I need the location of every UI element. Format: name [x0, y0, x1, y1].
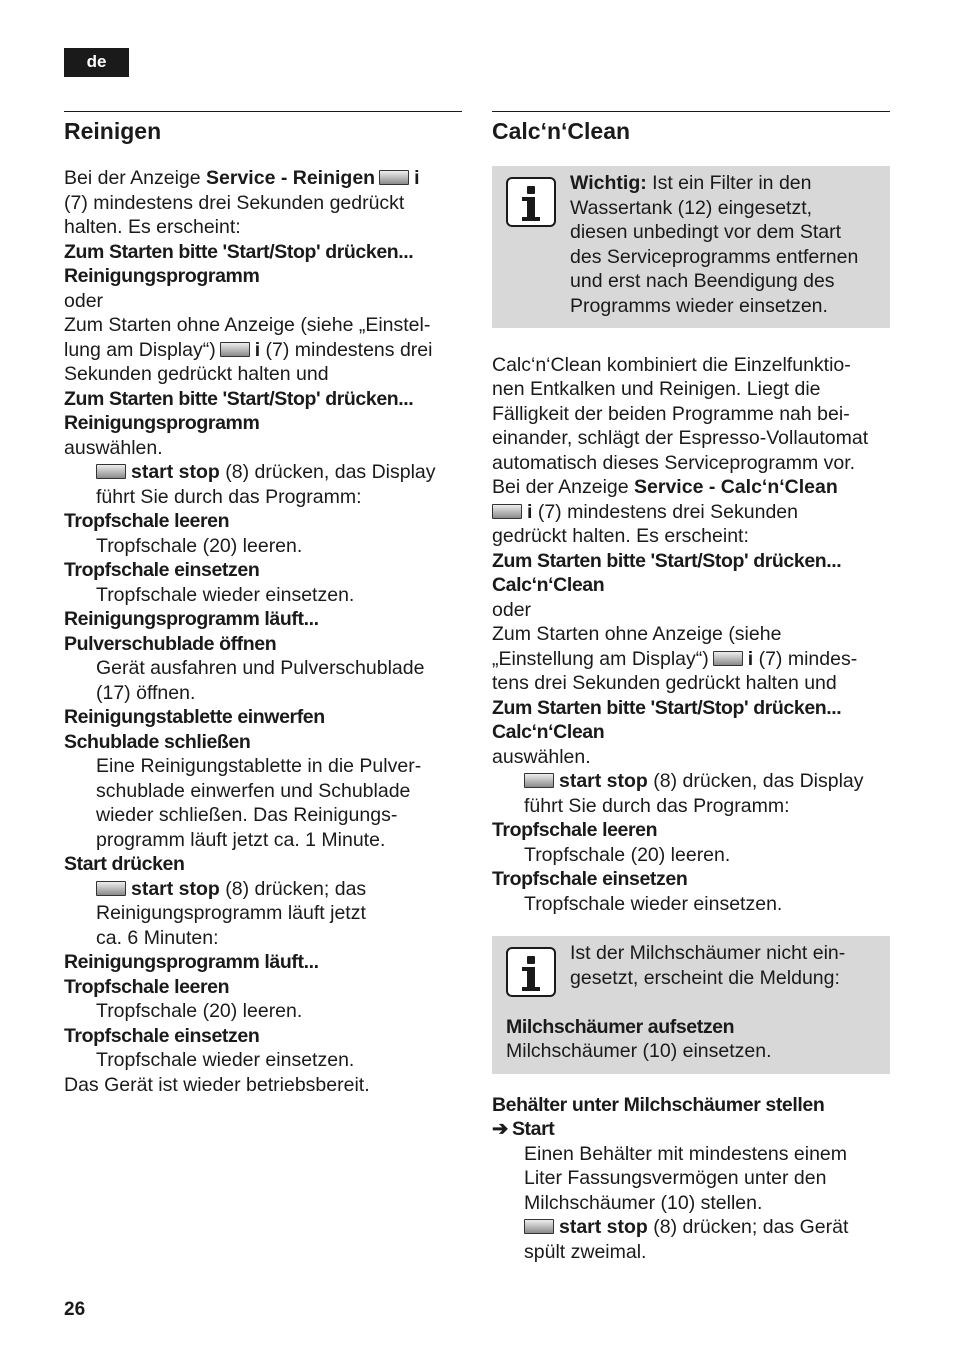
start-stop-key: start stop: [131, 461, 220, 483]
button-icon: [379, 170, 409, 185]
text-line: automatisch dieses Serviceprogramm vor.: [492, 451, 856, 474]
display-message: Calc‘n‘Clean: [492, 574, 605, 596]
text-line: Tropfschale (20) leeren.: [96, 534, 303, 557]
text-line: Gerät ausfahren und Pulverschublade: [96, 657, 425, 679]
info-key: i: [254, 338, 261, 361]
display-message: Tropfschale einsetzen: [492, 868, 688, 890]
display-message: Zum Starten bitte 'Start/Stop' drücken...: [492, 696, 842, 719]
display-message: Reinigungsprogramm: [64, 265, 260, 287]
text-line: ca. 6 Minuten:: [96, 926, 219, 949]
info-icon: [506, 947, 556, 997]
text-line: und erst nach Beendigung des: [570, 270, 835, 292]
text-line: diesen unbedingt vor dem Start: [570, 221, 842, 243]
display-message: Tropfschale einsetzen: [64, 559, 260, 581]
display-message: Calc‘n‘Clean: [492, 721, 605, 743]
display-message: Reinigungstablette einwerfen: [64, 706, 325, 728]
text-line: Bei der Anzeige Service - Reinigen i: [64, 167, 420, 189]
start-stop-key: start stop: [559, 1216, 648, 1238]
display-text: Service - Calc‘n‘Clean: [634, 476, 838, 498]
display-message: Reinigungsprogramm läuft...: [64, 608, 319, 630]
text-line: auswählen.: [492, 745, 591, 768]
text-line: Reinigungsprogramm läuft jetzt: [96, 902, 366, 924]
text-line: spült zweimal.: [524, 1240, 647, 1263]
display-message: Tropfschale leeren: [64, 975, 230, 998]
text-line: gedrückt halten. Es erscheint:: [492, 525, 749, 547]
info-icon: [506, 177, 556, 227]
text-line: programm läuft jetzt ca. 1 Minute.: [96, 828, 386, 851]
display-message: Pulverschublade öffnen: [64, 632, 277, 655]
text-line: wieder schließen. Das Reinigungs-: [96, 804, 398, 826]
text-line: einander, schlägt der Espresso-Vollautomat: [492, 427, 869, 449]
display-message: Start drücken: [64, 853, 185, 875]
display-message: Tropfschale einsetzen: [64, 1024, 260, 1047]
text-line: (7) mindestens drei Sekunden gedrückt: [64, 191, 405, 214]
section-reinigen: [64, 111, 462, 1097]
button-icon: [524, 773, 554, 788]
info-key: i: [747, 647, 754, 670]
button-icon: [492, 504, 522, 519]
text-line: Bei der Anzeige Service - Calc‘n‘Clean: [492, 476, 838, 498]
text-line: Programms wieder einsetzen.: [570, 294, 828, 317]
text-line: oder: [492, 598, 532, 621]
display-message: Schublade schließen: [64, 730, 251, 753]
section-calc-n-clean: [492, 111, 890, 1264]
text-line: Ist der Milchschäumer nicht ein-: [570, 942, 846, 964]
display-message: Zum Starten bitte 'Start/Stop' drücken...: [64, 387, 414, 410]
display-message: Zum Starten bitte 'Start/Stop' drücken...: [492, 549, 842, 572]
text-line: start stop (8) drücken, das Display: [64, 460, 462, 485]
text-line: Wichtig: Ist ein Filter in den: [570, 172, 812, 194]
button-icon: [713, 651, 743, 666]
start-stop-key: start stop: [559, 770, 648, 792]
text-line: Das Gerät ist wieder betriebsbereit.: [64, 1073, 370, 1096]
display-text: Service - Reinigen: [206, 167, 376, 189]
section-rule: [64, 111, 462, 112]
text-line: start stop (8) drücken; das Gerät: [492, 1215, 890, 1240]
text-line: Tropfschale wieder einsetzen.: [96, 1049, 355, 1071]
text-line: führt Sie durch das Programm:: [96, 485, 362, 508]
text-line: Tropfschale wieder einsetzen.: [524, 892, 783, 915]
text-line: Tropfschale wieder einsetzen.: [96, 583, 355, 606]
text-line: Zum Starten ohne Anzeige (siehe „Einstel-: [64, 314, 431, 336]
text-line: Zum Starten ohne Anzeige (siehe: [492, 623, 782, 645]
button-icon: [220, 342, 250, 357]
button-icon: [96, 881, 126, 896]
text-line: Tropfschale (20) leeren.: [96, 1000, 303, 1022]
text-line: Wassertank (12) eingesetzt,: [570, 196, 813, 219]
text-line: Milchschäumer (10) einsetzen.: [506, 1040, 772, 1062]
text-line: schublade einwerfen und Schublade: [96, 779, 411, 802]
text-line: lung am Display“) i (7) mindestens drei: [64, 338, 433, 361]
text-line: i (7) mindestens drei Sekunden: [492, 500, 890, 525]
display-message: Tropfschale leeren: [64, 510, 230, 532]
display-message: Reinigungsprogramm: [64, 412, 260, 434]
text-line: gesetzt, erscheint die Meldung:: [570, 966, 840, 989]
info-note: [492, 936, 890, 1074]
text-line: Eine Reinigungstablette in die Pulver-: [96, 755, 422, 777]
section-rule: [492, 111, 890, 112]
text-line: Milchschäumer (10) stellen.: [524, 1191, 763, 1214]
page-number: 26: [64, 1299, 86, 1320]
info-key: i: [527, 500, 533, 523]
text-line: Einen Behälter mit mindestens einem: [524, 1142, 847, 1165]
button-icon: [524, 1219, 554, 1234]
info-key: i: [414, 167, 420, 189]
arrow-right-icon: ➔: [492, 1118, 508, 1140]
text-line: führt Sie durch das Programm:: [524, 794, 790, 817]
text-line: start stop (8) drücken; das: [64, 877, 462, 902]
section-body: [64, 166, 462, 1097]
section-body: [492, 166, 890, 1264]
text-line: Tropfschale (20) leeren.: [524, 843, 731, 866]
text-line: start stop (8) drücken, das Display: [492, 769, 890, 794]
display-message: Milchschäumer aufsetzen: [506, 1015, 735, 1038]
text-line: (17) öffnen.: [96, 681, 196, 704]
text-line: Sekunden gedrückt halten und: [64, 363, 329, 385]
section-heading: Reinigen: [64, 118, 162, 144]
text-line: Fälligkeit der beiden Programme nah bei-: [492, 402, 850, 425]
display-message: Tropfschale leeren: [492, 819, 658, 841]
section-heading: Calc‘n‘Clean: [492, 118, 631, 144]
display-message: Reinigungsprogramm läuft...: [64, 951, 319, 973]
display-message: ➔ Start: [492, 1118, 555, 1140]
text-line: auswählen.: [64, 436, 163, 459]
text-line: oder: [64, 289, 104, 312]
text-line: des Serviceprogramms entfernen: [570, 245, 859, 268]
text-line: halten. Es erscheint:: [64, 216, 241, 238]
display-message: Behälter unter Milchschäumer stellen: [492, 1093, 825, 1116]
text-line: „Einstellung am Display“) i (7) mindes-: [492, 647, 858, 670]
language-tag: de: [64, 48, 129, 77]
info-note: [492, 166, 890, 328]
start-stop-key: start stop: [131, 877, 220, 900]
text-line: tens drei Sekunden gedrückt halten und: [492, 672, 837, 694]
text-line: Liter Fassungsvermögen unter den: [524, 1167, 827, 1189]
text-line: nen Entkalken und Reinigen. Liegt die: [492, 378, 821, 400]
button-icon: [96, 464, 126, 479]
display-message: Zum Starten bitte 'Start/Stop' drücken...: [64, 240, 414, 263]
text-line: Calc‘n‘Clean kombiniert die Einzelfunktio-: [492, 353, 851, 376]
